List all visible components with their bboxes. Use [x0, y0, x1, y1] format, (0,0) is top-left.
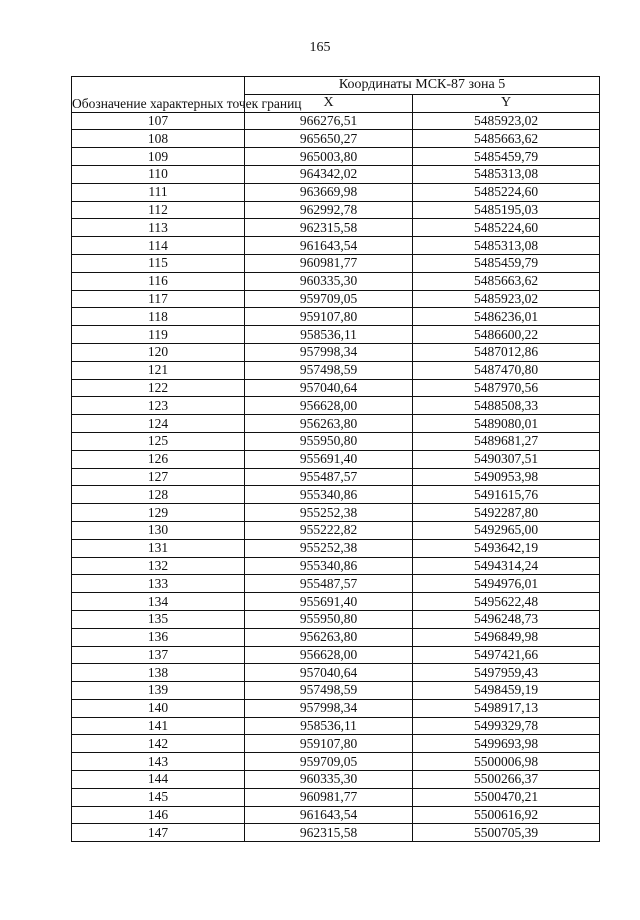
- point-id-cell: 123: [72, 397, 245, 415]
- table-row: [72, 272, 600, 290]
- y-coordinate-cell: 5492287,80: [413, 504, 600, 522]
- table-body: [72, 112, 600, 842]
- y-coordinate-cell: 5485313,08: [413, 237, 600, 255]
- table-row: [72, 806, 600, 824]
- y-coordinate-cell: 5490307,51: [413, 450, 600, 468]
- y-coordinate-cell: 5485663,62: [413, 272, 600, 290]
- y-coordinate-cell: 5486236,01: [413, 308, 600, 326]
- x-coordinate-cell: 956628,00: [245, 646, 413, 664]
- table-row: [72, 130, 600, 148]
- table-row: [72, 824, 600, 842]
- x-coordinate-cell: 960335,30: [245, 771, 413, 789]
- x-coordinate-cell: 960335,30: [245, 272, 413, 290]
- table-row: [72, 361, 600, 379]
- point-id-cell: 143: [72, 753, 245, 771]
- x-coordinate-cell: 957498,59: [245, 682, 413, 700]
- point-id-cell: 124: [72, 415, 245, 433]
- y-coordinate-cell: 5485195,03: [413, 201, 600, 219]
- y-coordinate-cell: 5496248,73: [413, 610, 600, 628]
- table-row: [72, 450, 600, 468]
- y-coordinate-cell: 5500006,98: [413, 753, 600, 771]
- point-designation-header: Обозначение характерных точек границ: [72, 77, 245, 113]
- y-coordinate-cell: 5485663,62: [413, 130, 600, 148]
- table-row: [72, 290, 600, 308]
- point-id-cell: 129: [72, 504, 245, 522]
- y-coordinate-cell: 5485313,08: [413, 165, 600, 183]
- point-id-cell: 145: [72, 788, 245, 806]
- x-coordinate-cell: 957040,64: [245, 379, 413, 397]
- table-row: [72, 254, 600, 272]
- table-row: [72, 148, 600, 166]
- table-row: [72, 699, 600, 717]
- table-row: [72, 468, 600, 486]
- table-row: [72, 788, 600, 806]
- x-coordinate-cell: 955252,38: [245, 504, 413, 522]
- table-row: [72, 610, 600, 628]
- table-row: [72, 219, 600, 237]
- y-coordinate-cell: 5499693,98: [413, 735, 600, 753]
- y-coordinate-cell: 5485224,60: [413, 183, 600, 201]
- table-row: [72, 308, 600, 326]
- point-id-cell: 117: [72, 290, 245, 308]
- x-coordinate-cell: 956263,80: [245, 628, 413, 646]
- table-row: [72, 237, 600, 255]
- table-row: [72, 682, 600, 700]
- table-row: [72, 343, 600, 361]
- x-coordinate-cell: 963669,98: [245, 183, 413, 201]
- table-row: [72, 504, 600, 522]
- y-coordinate-cell: 5485224,60: [413, 219, 600, 237]
- y-coordinate-cell: 5487970,56: [413, 379, 600, 397]
- table-row: [72, 664, 600, 682]
- x-coordinate-cell: 956263,80: [245, 415, 413, 433]
- x-column-header: X: [245, 94, 413, 112]
- x-coordinate-cell: 962315,58: [245, 219, 413, 237]
- x-coordinate-cell: 955950,80: [245, 610, 413, 628]
- x-coordinate-cell: 960981,77: [245, 788, 413, 806]
- point-id-cell: 141: [72, 717, 245, 735]
- x-coordinate-cell: 959709,05: [245, 753, 413, 771]
- table-row: [72, 432, 600, 450]
- x-coordinate-cell: 958536,11: [245, 326, 413, 344]
- x-coordinate-cell: 961643,54: [245, 806, 413, 824]
- y-coordinate-cell: 5500470,21: [413, 788, 600, 806]
- table-row: [72, 397, 600, 415]
- point-id-cell: 120: [72, 343, 245, 361]
- table-row: [72, 593, 600, 611]
- point-id-cell: 107: [72, 112, 245, 130]
- table-row: [72, 646, 600, 664]
- x-coordinate-cell: 955950,80: [245, 432, 413, 450]
- y-coordinate-cell: 5490953,98: [413, 468, 600, 486]
- point-id-cell: 110: [72, 165, 245, 183]
- point-id-cell: 130: [72, 521, 245, 539]
- table-row: [72, 183, 600, 201]
- point-id-cell: 115: [72, 254, 245, 272]
- x-coordinate-cell: 966276,51: [245, 112, 413, 130]
- y-coordinate-cell: 5496849,98: [413, 628, 600, 646]
- x-coordinate-cell: 956628,00: [245, 397, 413, 415]
- table-row: [72, 575, 600, 593]
- y-coordinate-cell: 5499329,78: [413, 717, 600, 735]
- x-coordinate-cell: 962992,78: [245, 201, 413, 219]
- table-row: [72, 415, 600, 433]
- x-coordinate-cell: 962315,58: [245, 824, 413, 842]
- point-id-cell: 131: [72, 539, 245, 557]
- point-id-cell: 109: [72, 148, 245, 166]
- table-row: [72, 771, 600, 789]
- y-coordinate-cell: 5492965,00: [413, 521, 600, 539]
- point-id-cell: 119: [72, 326, 245, 344]
- point-id-cell: 118: [72, 308, 245, 326]
- x-coordinate-cell: 964342,02: [245, 165, 413, 183]
- y-coordinate-cell: 5498917,13: [413, 699, 600, 717]
- y-column-header: Y: [413, 94, 600, 112]
- table-row: [72, 557, 600, 575]
- point-id-cell: 136: [72, 628, 245, 646]
- x-coordinate-cell: 961643,54: [245, 237, 413, 255]
- table-row: [72, 717, 600, 735]
- point-id-cell: 126: [72, 450, 245, 468]
- x-coordinate-cell: 959107,80: [245, 735, 413, 753]
- point-id-cell: 147: [72, 824, 245, 842]
- point-id-cell: 132: [72, 557, 245, 575]
- point-id-cell: 121: [72, 361, 245, 379]
- y-coordinate-cell: 5487470,80: [413, 361, 600, 379]
- table-row: [72, 628, 600, 646]
- point-id-cell: 134: [72, 593, 245, 611]
- table-row: [72, 753, 600, 771]
- x-coordinate-cell: 955340,86: [245, 486, 413, 504]
- y-coordinate-cell: 5495622,48: [413, 593, 600, 611]
- coordinate-system-header: Координаты МСК-87 зона 5: [245, 77, 600, 95]
- x-coordinate-cell: 959709,05: [245, 290, 413, 308]
- y-coordinate-cell: 5493642,19: [413, 539, 600, 557]
- y-coordinate-cell: 5498459,19: [413, 682, 600, 700]
- point-id-cell: 138: [72, 664, 245, 682]
- point-id-cell: 116: [72, 272, 245, 290]
- x-coordinate-cell: 957498,59: [245, 361, 413, 379]
- x-coordinate-cell: 957998,34: [245, 699, 413, 717]
- table-row: [72, 521, 600, 539]
- y-coordinate-cell: 5485459,79: [413, 148, 600, 166]
- x-coordinate-cell: 965003,80: [245, 148, 413, 166]
- y-coordinate-cell: 5486600,22: [413, 326, 600, 344]
- point-id-cell: 111: [72, 183, 245, 201]
- point-id-cell: 142: [72, 735, 245, 753]
- coordinates-table: [71, 76, 600, 842]
- point-id-cell: 127: [72, 468, 245, 486]
- x-coordinate-cell: 955252,38: [245, 539, 413, 557]
- y-coordinate-cell: 5497421,66: [413, 646, 600, 664]
- point-id-cell: 135: [72, 610, 245, 628]
- x-coordinate-cell: 955222,82: [245, 521, 413, 539]
- point-id-cell: 146: [72, 806, 245, 824]
- point-id-cell: 139: [72, 682, 245, 700]
- point-id-cell: 108: [72, 130, 245, 148]
- y-coordinate-cell: 5500616,92: [413, 806, 600, 824]
- y-coordinate-cell: 5485923,02: [413, 112, 600, 130]
- table-row: [72, 735, 600, 753]
- y-coordinate-cell: 5487012,86: [413, 343, 600, 361]
- table-row: [72, 326, 600, 344]
- y-coordinate-cell: 5488508,33: [413, 397, 600, 415]
- x-coordinate-cell: 955691,40: [245, 593, 413, 611]
- point-id-cell: 112: [72, 201, 245, 219]
- point-id-cell: 128: [72, 486, 245, 504]
- x-coordinate-cell: 955340,86: [245, 557, 413, 575]
- point-id-cell: 140: [72, 699, 245, 717]
- table-row: [72, 539, 600, 557]
- y-coordinate-cell: 5491615,76: [413, 486, 600, 504]
- x-coordinate-cell: 957040,64: [245, 664, 413, 682]
- x-coordinate-cell: 955691,40: [245, 450, 413, 468]
- x-coordinate-cell: 955487,57: [245, 575, 413, 593]
- y-coordinate-cell: 5497959,43: [413, 664, 600, 682]
- point-id-cell: 114: [72, 237, 245, 255]
- page-number: 165: [309, 40, 331, 55]
- table-row: [72, 486, 600, 504]
- y-coordinate-cell: 5485923,02: [413, 290, 600, 308]
- y-coordinate-cell: 5500266,37: [413, 771, 600, 789]
- point-id-cell: 122: [72, 379, 245, 397]
- x-coordinate-cell: 960981,77: [245, 254, 413, 272]
- y-coordinate-cell: 5489681,27: [413, 432, 600, 450]
- y-coordinate-cell: 5485459,79: [413, 254, 600, 272]
- y-coordinate-cell: 5500705,39: [413, 824, 600, 842]
- x-coordinate-cell: 958536,11: [245, 717, 413, 735]
- point-id-cell: 133: [72, 575, 245, 593]
- x-coordinate-cell: 955487,57: [245, 468, 413, 486]
- point-id-cell: 137: [72, 646, 245, 664]
- table-row: [72, 201, 600, 219]
- table-row: [72, 165, 600, 183]
- x-coordinate-cell: 957998,34: [245, 343, 413, 361]
- y-coordinate-cell: 5494976,01: [413, 575, 600, 593]
- point-id-cell: 113: [72, 219, 245, 237]
- table-row: [72, 379, 600, 397]
- x-coordinate-cell: 959107,80: [245, 308, 413, 326]
- table-row: [72, 112, 600, 130]
- y-coordinate-cell: 5489080,01: [413, 415, 600, 433]
- x-coordinate-cell: 965650,27: [245, 130, 413, 148]
- y-coordinate-cell: 5494314,24: [413, 557, 600, 575]
- point-id-cell: 125: [72, 432, 245, 450]
- point-id-cell: 144: [72, 771, 245, 789]
